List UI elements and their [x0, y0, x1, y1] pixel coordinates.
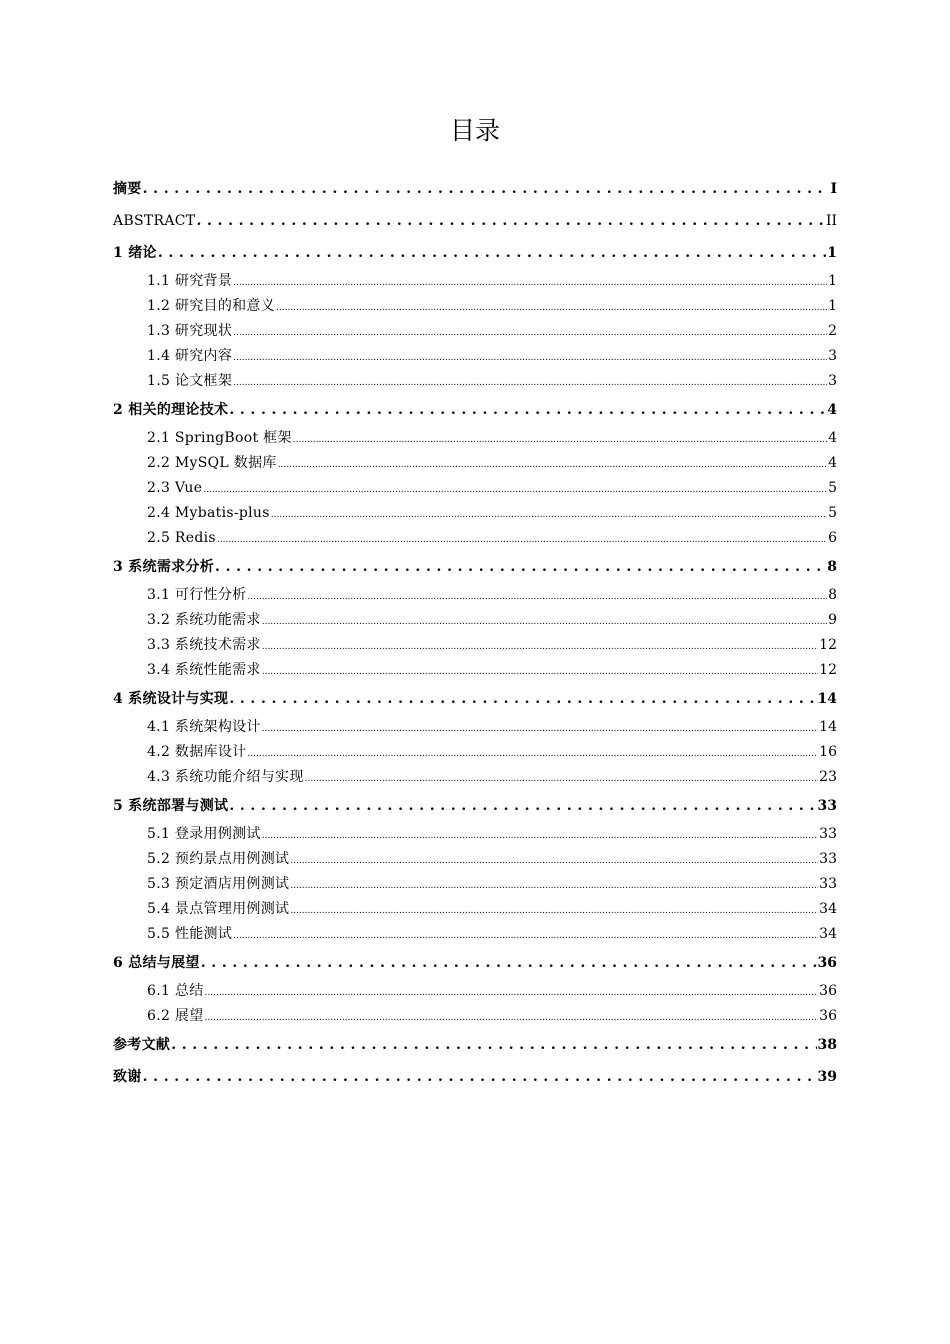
toc-section-entry[interactable] — [113, 583, 837, 608]
toc-section-entry[interactable] — [113, 1004, 837, 1029]
toc-entry-label: 5 系统部署与测试 — [113, 798, 229, 814]
toc-page-number: 33 — [819, 826, 837, 842]
toc-page-number: 3 — [828, 348, 837, 364]
toc-entry-label: 1.4 研究内容 — [147, 348, 233, 364]
toc-chapter-entry[interactable] — [113, 394, 837, 426]
toc-page-number: 23 — [819, 769, 837, 785]
toc-section-entry[interactable] — [113, 319, 837, 344]
toc-entry-label: 5.3 预定酒店用例测试 — [147, 876, 290, 892]
toc-entry-label: ABSTRACT — [113, 213, 196, 229]
toc-entry-label: 5.4 景点管理用例测试 — [147, 901, 290, 917]
toc-page-number: I — [830, 181, 837, 197]
toc-page-number: 3 — [828, 373, 837, 389]
toc-page-number: 1 — [827, 245, 837, 261]
toc-page-number: 33 — [819, 851, 837, 867]
toc-page-number: 33 — [817, 798, 837, 814]
toc-section-entry[interactable] — [113, 633, 837, 658]
toc-section-entry[interactable] — [113, 369, 837, 394]
toc-leader-dots — [233, 344, 827, 371]
toc-page-number: 14 — [819, 719, 837, 735]
toc-page-number: 4 — [828, 430, 837, 446]
toc-section-entry[interactable] — [113, 658, 837, 683]
toc-section-entry[interactable] — [113, 897, 837, 922]
toc-page-number: 1 — [828, 273, 837, 289]
toc-leader-dots — [143, 173, 830, 205]
toc-chapter-entry[interactable] — [113, 683, 837, 715]
toc-page-number: 4 — [828, 455, 837, 471]
toc-entry-label: 2.1 SpringBoot 框架 — [147, 430, 292, 446]
toc-leader-dots — [262, 633, 818, 660]
toc-leader-dots — [205, 1004, 819, 1031]
toc-chapter-entry[interactable] — [113, 173, 837, 205]
toc-leader-dots — [217, 526, 827, 553]
toc-entry-label: 1 绪论 — [113, 245, 157, 261]
toc-leader-dots — [305, 765, 819, 792]
toc-section-entry[interactable] — [113, 526, 837, 551]
toc-leader-dots — [262, 822, 818, 849]
toc-leader-dots — [233, 922, 818, 949]
toc-leader-dots — [290, 847, 818, 874]
toc-section-entry[interactable] — [113, 501, 837, 526]
toc-section-entry[interactable] — [113, 740, 837, 765]
toc-entry-label: 2.5 Redis — [147, 530, 216, 546]
toc-leader-dots — [196, 205, 825, 237]
toc-entry-label: 4.2 数据库设计 — [147, 744, 247, 760]
toc-entry-label: 2.3 Vue — [147, 480, 203, 496]
toc-leader-dots — [158, 237, 826, 269]
toc-leader-dots — [229, 394, 826, 426]
toc-entry-label: 3.4 系统性能需求 — [147, 662, 261, 678]
toc-leader-dots — [271, 501, 827, 528]
toc-entry-label: 致谢 — [113, 1069, 142, 1085]
toc-entry-label: 3.1 可行性分析 — [147, 587, 247, 603]
toc-page-number: 33 — [819, 876, 837, 892]
toc-chapter-entry[interactable] — [113, 237, 837, 269]
toc-section-entry[interactable] — [113, 922, 837, 947]
toc-leader-dots — [290, 872, 818, 899]
toc-leader-dots — [233, 369, 827, 396]
toc-leader-dots — [215, 551, 826, 583]
toc-section-entry[interactable] — [113, 847, 837, 872]
toc-entry-label: 1.3 研究现状 — [147, 323, 233, 339]
toc-entry-label: 6.2 展望 — [147, 1008, 204, 1024]
toc-section-entry[interactable] — [113, 294, 837, 319]
toc-leader-dots — [203, 476, 827, 503]
toc-page-number: 9 — [828, 612, 837, 628]
toc-page-number: 6 — [828, 530, 837, 546]
toc-section-entry[interactable] — [113, 269, 837, 294]
toc-page-number: 5 — [828, 505, 837, 521]
toc-entry-label: 1.2 研究目的和意义 — [147, 298, 276, 314]
toc-section-entry[interactable] — [113, 822, 837, 847]
toc-section-entry[interactable] — [113, 715, 837, 740]
toc-chapter-entry[interactable] — [113, 1029, 837, 1061]
toc-entry-label: 4.1 系统架构设计 — [147, 719, 261, 735]
toc-entry-label: 3.2 系统功能需求 — [147, 612, 261, 628]
toc-page-number: 36 — [819, 983, 837, 999]
toc-page-number: 4 — [827, 402, 837, 418]
toc-leader-dots — [201, 947, 817, 979]
toc-leader-dots — [262, 715, 818, 742]
toc-page-number: 34 — [819, 901, 837, 917]
toc-section-entry[interactable] — [113, 476, 837, 501]
toc-entry-label: 1.1 研究背景 — [147, 273, 233, 289]
toc-section-entry[interactable] — [113, 608, 837, 633]
toc-chapter-entry[interactable] — [113, 551, 837, 583]
toc-leader-dots — [143, 1061, 817, 1093]
toc-leader-dots — [247, 583, 827, 610]
toc-chapter-entry[interactable] — [113, 1061, 837, 1093]
toc-entry-label: 3.3 系统技术需求 — [147, 637, 261, 653]
toc-page-number: 38 — [817, 1037, 837, 1053]
toc-entry-label: 2 相关的理论技术 — [113, 402, 229, 418]
page-title: 目录 — [449, 116, 500, 145]
toc-entry-label: 摘要 — [113, 181, 142, 197]
toc-entry-label: 4 系统设计与实现 — [113, 691, 229, 707]
toc-leader-dots — [276, 294, 827, 321]
toc-entry-label: 6 总结与展望 — [113, 955, 200, 971]
toc-page-number: 16 — [819, 744, 837, 760]
toc-chapter-entry[interactable] — [113, 205, 837, 237]
toc-page-number: II — [825, 213, 837, 229]
toc-section-entry[interactable] — [113, 765, 837, 790]
toc-leader-dots — [171, 1029, 816, 1061]
toc-page-number: 36 — [819, 1008, 837, 1024]
toc-leader-dots — [262, 608, 827, 635]
toc-leader-dots — [229, 790, 816, 822]
toc-entry-label: 2.2 MySQL 数据库 — [147, 455, 277, 471]
toc-entry-label: 5.1 登录用例测试 — [147, 826, 261, 842]
toc-page-number: 1 — [828, 298, 837, 314]
table-of-contents — [113, 173, 837, 1093]
toc-entry-label: 6.1 总结 — [147, 983, 204, 999]
toc-section-entry[interactable] — [113, 979, 837, 1004]
toc-page-number: 36 — [817, 955, 837, 971]
toc-page-number: 34 — [819, 926, 837, 942]
toc-page-number: 14 — [817, 691, 837, 707]
toc-chapter-entry[interactable] — [113, 947, 837, 979]
toc-page-number: 2 — [828, 323, 837, 339]
toc-entry-label: 5.2 预约景点用例测试 — [147, 851, 290, 867]
toc-leader-dots — [290, 897, 818, 924]
toc-leader-dots — [293, 426, 827, 453]
toc-leader-dots — [247, 740, 818, 767]
toc-leader-dots — [262, 658, 818, 685]
toc-entry-label: 参考文献 — [113, 1037, 171, 1053]
toc-page-number: 12 — [819, 662, 837, 678]
toc-entry-label: 4.3 系统功能介绍与实现 — [147, 769, 304, 785]
toc-page-number: 39 — [817, 1069, 837, 1085]
toc-page-number: 8 — [827, 559, 837, 575]
toc-entry-label: 3 系统需求分析 — [113, 559, 215, 575]
toc-entry-label: 2.4 Mybatis-plus — [147, 505, 270, 521]
toc-page-number: 8 — [828, 587, 837, 603]
toc-section-entry[interactable] — [113, 344, 837, 369]
toc-section-entry[interactable] — [113, 426, 837, 451]
toc-section-entry[interactable] — [113, 872, 837, 897]
toc-leader-dots — [278, 451, 827, 478]
toc-leader-dots — [233, 269, 827, 296]
toc-leader-dots — [229, 683, 816, 715]
toc-chapter-entry[interactable] — [113, 790, 837, 822]
toc-section-entry[interactable] — [113, 451, 837, 476]
toc-page-number: 5 — [828, 480, 837, 496]
toc-page-number: 12 — [819, 637, 837, 653]
toc-entry-label: 1.5 论文框架 — [147, 373, 233, 389]
toc-leader-dots — [205, 979, 819, 1006]
toc-entry-label: 5.5 性能测试 — [147, 926, 233, 942]
toc-leader-dots — [233, 319, 827, 346]
